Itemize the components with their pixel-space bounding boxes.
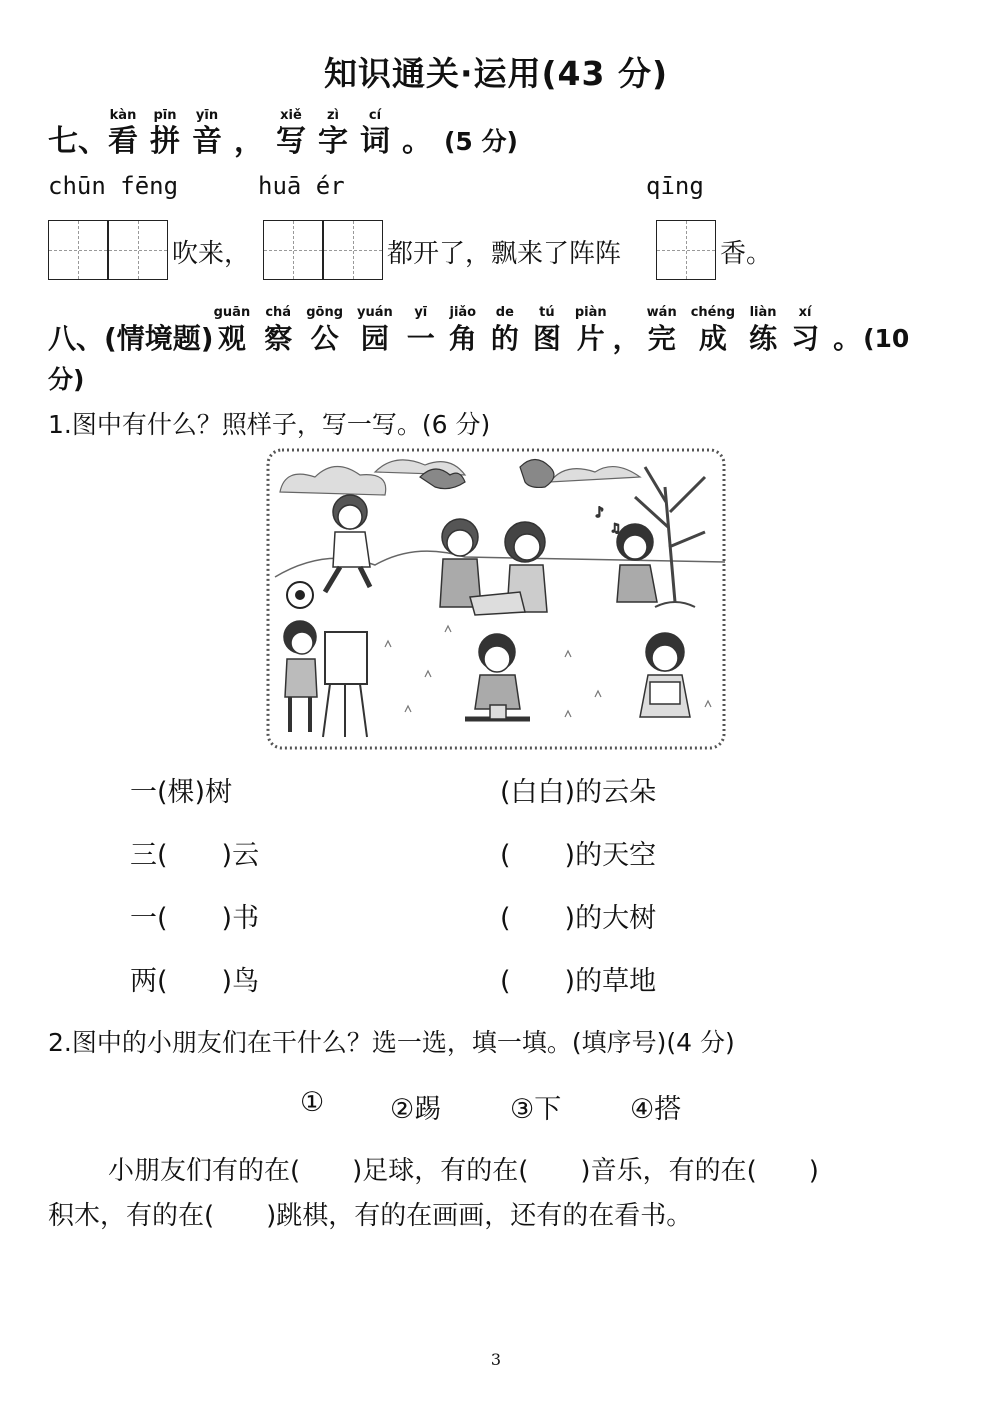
- pinyin: de: [495, 305, 514, 320]
- running-boy-figure: [325, 495, 370, 592]
- fill-item-right-4[interactable]: ( )的草地: [500, 966, 657, 997]
- hanzi: 音: [192, 124, 222, 159]
- pinyin: liàn: [749, 305, 777, 320]
- option-2: ②踢: [390, 1094, 442, 1125]
- q8-prefix: 八、(情境题): [48, 322, 214, 355]
- punct: 。: [402, 124, 432, 159]
- pinyin: gōng: [306, 305, 344, 320]
- pinyin: kàn: [109, 108, 137, 123]
- fill-item-right-3[interactable]: ( )的大树: [500, 903, 657, 934]
- q8-score-a: (10: [863, 324, 910, 353]
- hanzi: 完: [647, 322, 676, 355]
- q7-pinyin-3: qīng: [646, 172, 704, 200]
- q7-pinyin-2: huā ér: [258, 172, 345, 200]
- page-title: 知识通关·运用(43 分): [323, 54, 669, 93]
- q7-text-3: 香。: [720, 239, 773, 269]
- q8-sub1: 1.图中有什么？照样子，写一写。(6 分): [48, 410, 491, 439]
- chess-players-figure: [440, 519, 547, 615]
- writing-box[interactable]: [48, 220, 108, 280]
- hanzi: 图: [532, 322, 561, 355]
- pinyin: zì: [326, 108, 340, 123]
- pinyin: jiǎo: [449, 305, 477, 320]
- music-girl-figure: [595, 505, 657, 602]
- pinyin: yuán: [357, 305, 393, 320]
- pinyin: piàn: [574, 305, 607, 320]
- pinyin: xí: [798, 305, 812, 320]
- option-3: ③下: [510, 1094, 562, 1125]
- pinyin: xiě: [280, 108, 302, 123]
- q7-pinyin-1: chūn fēng: [48, 172, 179, 200]
- hanzi: 练: [749, 322, 778, 355]
- paragraph-line-2[interactable]: 积木，有的在( )跳棋，有的在画画，还有的在看书。: [48, 1201, 693, 1231]
- pinyin: pīn: [153, 108, 177, 123]
- pinyin: wán: [646, 305, 677, 320]
- hanzi: 成: [698, 322, 727, 355]
- paragraph-line-1[interactable]: 小朋友们有的在( )足球，有的在( )音乐，有的在( ): [108, 1156, 819, 1186]
- q7-prefix: 七、: [48, 124, 108, 159]
- fill-item-left-3[interactable]: 一( )书: [130, 903, 260, 934]
- hanzi: 公: [310, 322, 339, 355]
- fill-item-left-2[interactable]: 三( )云: [130, 840, 260, 871]
- hanzi: 的: [490, 322, 519, 355]
- hanzi: 察: [264, 322, 293, 355]
- pinyin: chéng: [690, 305, 736, 320]
- hanzi: 观: [217, 322, 246, 355]
- writing-box[interactable]: [108, 220, 168, 280]
- hanzi: 词: [360, 124, 390, 159]
- q7-heading: [48, 108, 518, 160]
- hanzi: 拼: [150, 124, 180, 159]
- option-1: ①: [300, 1087, 325, 1118]
- blocks-boy-figure: [465, 634, 530, 719]
- svg-text:♫: ♫: [610, 521, 621, 535]
- soccer-ball-icon: [287, 582, 313, 608]
- option-4: ④搭: [630, 1094, 682, 1125]
- pinyin: guān: [213, 305, 251, 320]
- writing-box[interactable]: [263, 220, 323, 280]
- q7-text-2: 都开了，飘来了阵阵: [387, 239, 622, 269]
- punct: ，: [612, 322, 641, 355]
- hanzi: 一: [406, 322, 435, 355]
- punct: 。: [833, 322, 862, 355]
- writing-box[interactable]: [656, 220, 716, 280]
- q8-heading: [48, 305, 909, 357]
- reading-girl-figure: [640, 633, 690, 717]
- pinyin: yīn: [195, 108, 219, 123]
- punct: ，: [234, 124, 264, 159]
- painting-girl-figure: [284, 621, 367, 737]
- writing-box[interactable]: [323, 220, 383, 280]
- hanzi: 写: [276, 124, 306, 159]
- q7-text-1: 吹来，: [172, 239, 251, 269]
- pinyin: tú: [539, 305, 555, 320]
- hanzi: 园: [360, 322, 389, 355]
- svg-text:♪: ♪: [595, 505, 604, 521]
- hanzi: 习: [791, 322, 820, 355]
- hanzi: 片: [576, 322, 605, 355]
- q7-score: (5 分): [444, 127, 518, 156]
- fill-item-right-1: (白白)的云朵: [500, 777, 657, 808]
- fill-item-right-2[interactable]: ( )的天空: [500, 840, 657, 871]
- hanzi: 角: [448, 322, 477, 355]
- q8-sub2: 2.图中的小朋友们在干什么？选一选，填一填。(填序号)(4 分): [48, 1028, 735, 1057]
- hanzi: 看: [108, 124, 138, 159]
- pinyin: cí: [368, 108, 382, 123]
- hanzi: 字: [318, 124, 348, 159]
- fill-item-left-4[interactable]: 两( )鸟: [130, 966, 260, 997]
- pinyin: chá: [265, 305, 292, 320]
- fill-item-left-1: 一(棵)树: [130, 777, 233, 808]
- q8-score-b: 分): [48, 365, 85, 394]
- park-illustration: [265, 447, 727, 751]
- pinyin: yī: [414, 305, 428, 320]
- page-number: 3: [490, 1350, 502, 1369]
